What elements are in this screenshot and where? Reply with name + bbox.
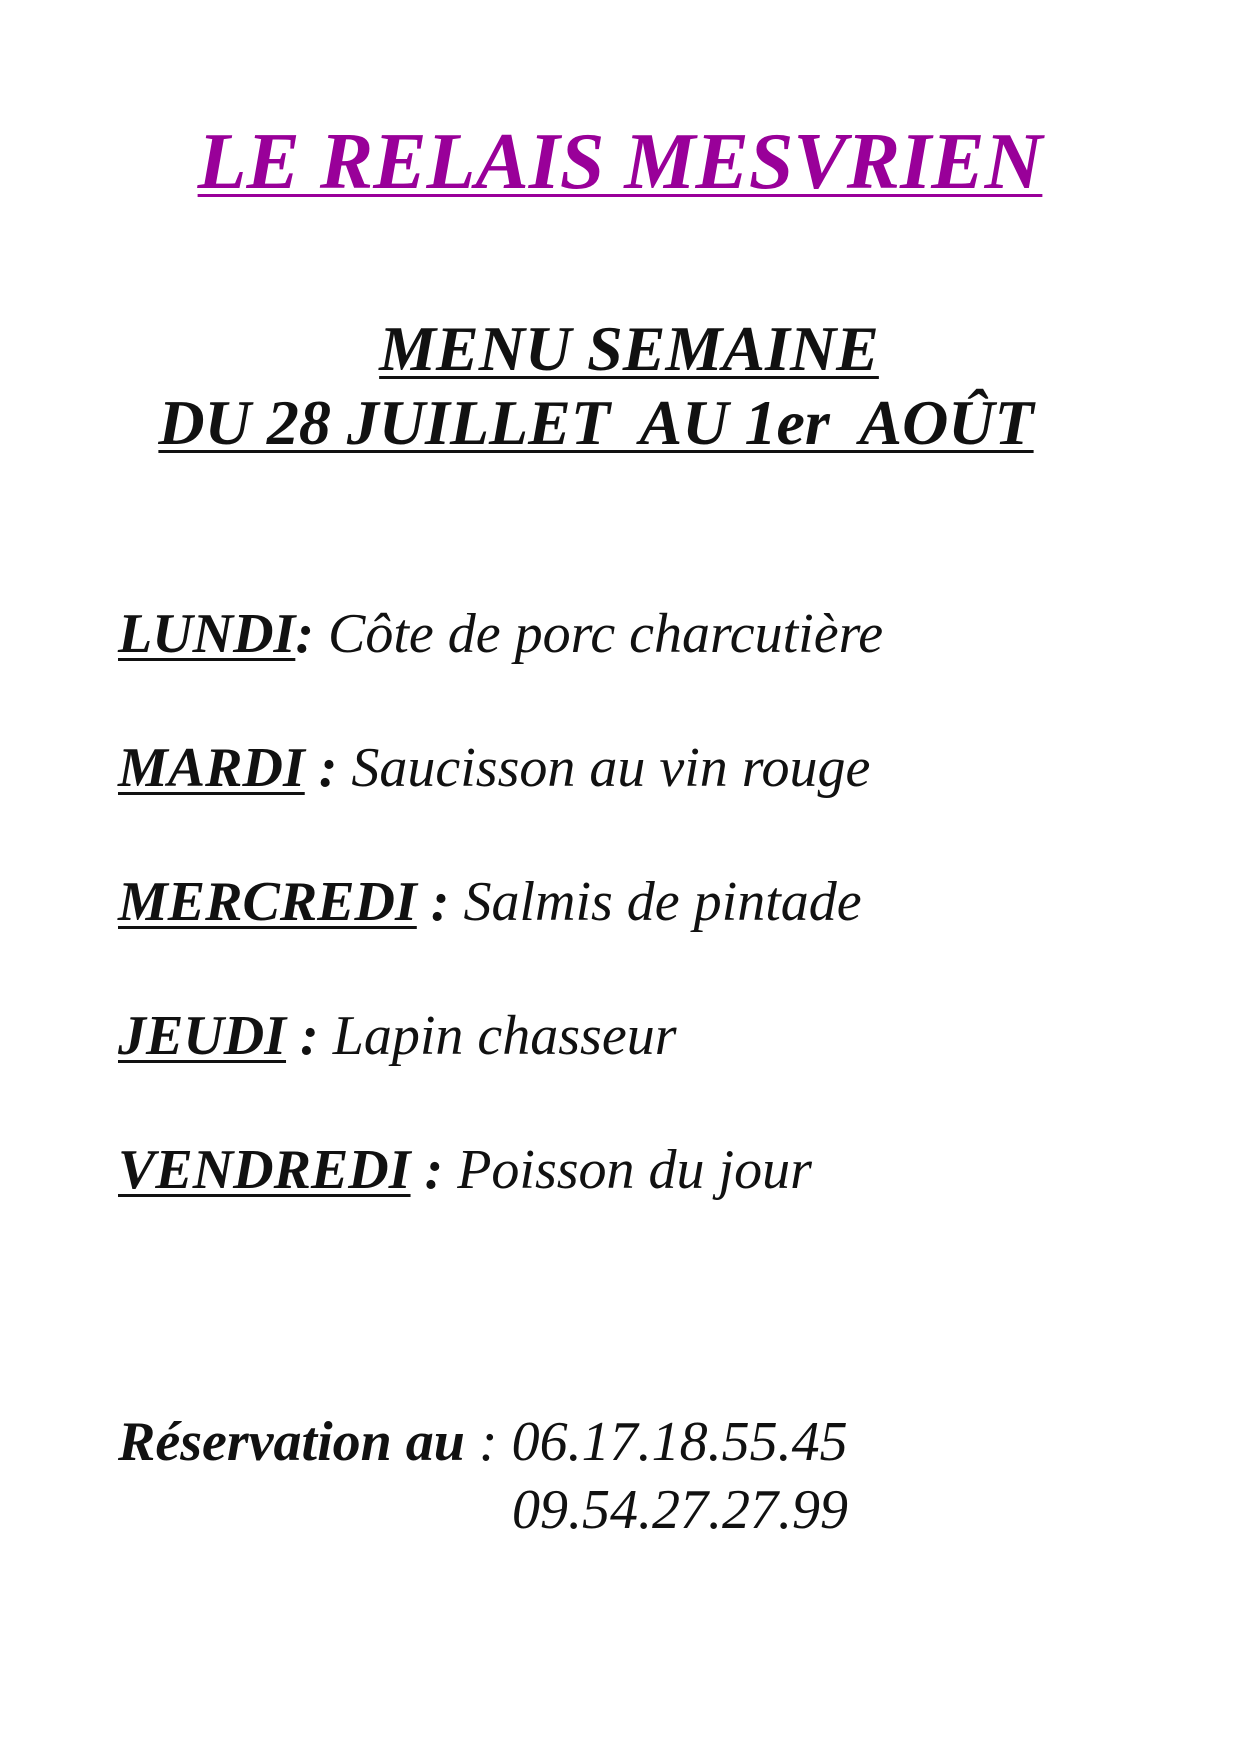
dish-name: Côte de porc charcutière (313, 603, 884, 665)
day-separator: : (295, 603, 314, 665)
reservation-phone-2: 09.54.27.27.99 (512, 1479, 848, 1541)
menu-date-range: DU 28 JUILLET AU 1er AOÛT (158, 387, 1034, 458)
day-label: JEUDI (118, 1005, 287, 1067)
menu-item-lundi (118, 604, 883, 666)
dish-name: Salmis de pintade (449, 871, 862, 933)
reservation-label: Réservation au (118, 1411, 465, 1473)
dish-name: Saucisson au vin rouge (337, 737, 871, 799)
menu-item-mardi (118, 738, 870, 800)
dish-name: Lapin chasseur (318, 1005, 677, 1067)
day-separator: : (416, 871, 450, 933)
menu-item-jeudi (118, 1006, 676, 1068)
menu-item-vendredi (118, 1140, 812, 1202)
day-label: MERCREDI (118, 871, 417, 933)
menu-heading: MENU SEMAINE (379, 313, 879, 384)
dish-name: Poisson du jour (443, 1139, 812, 1201)
day-separator: : (286, 1005, 319, 1067)
reservation-line (118, 1412, 848, 1474)
day-label: VENDREDI (118, 1139, 411, 1201)
reservation-separator: : (464, 1411, 512, 1473)
menu-item-mercredi (118, 872, 862, 934)
day-separator: : (304, 737, 338, 799)
day-label: MARDI (118, 737, 305, 799)
restaurant-title: LE RELAIS MESVRIEN (197, 118, 1043, 206)
day-label: LUNDI (118, 603, 296, 665)
reservation-phone-1: 06.17.18.55.45 (511, 1411, 848, 1473)
day-separator: : (410, 1139, 444, 1201)
